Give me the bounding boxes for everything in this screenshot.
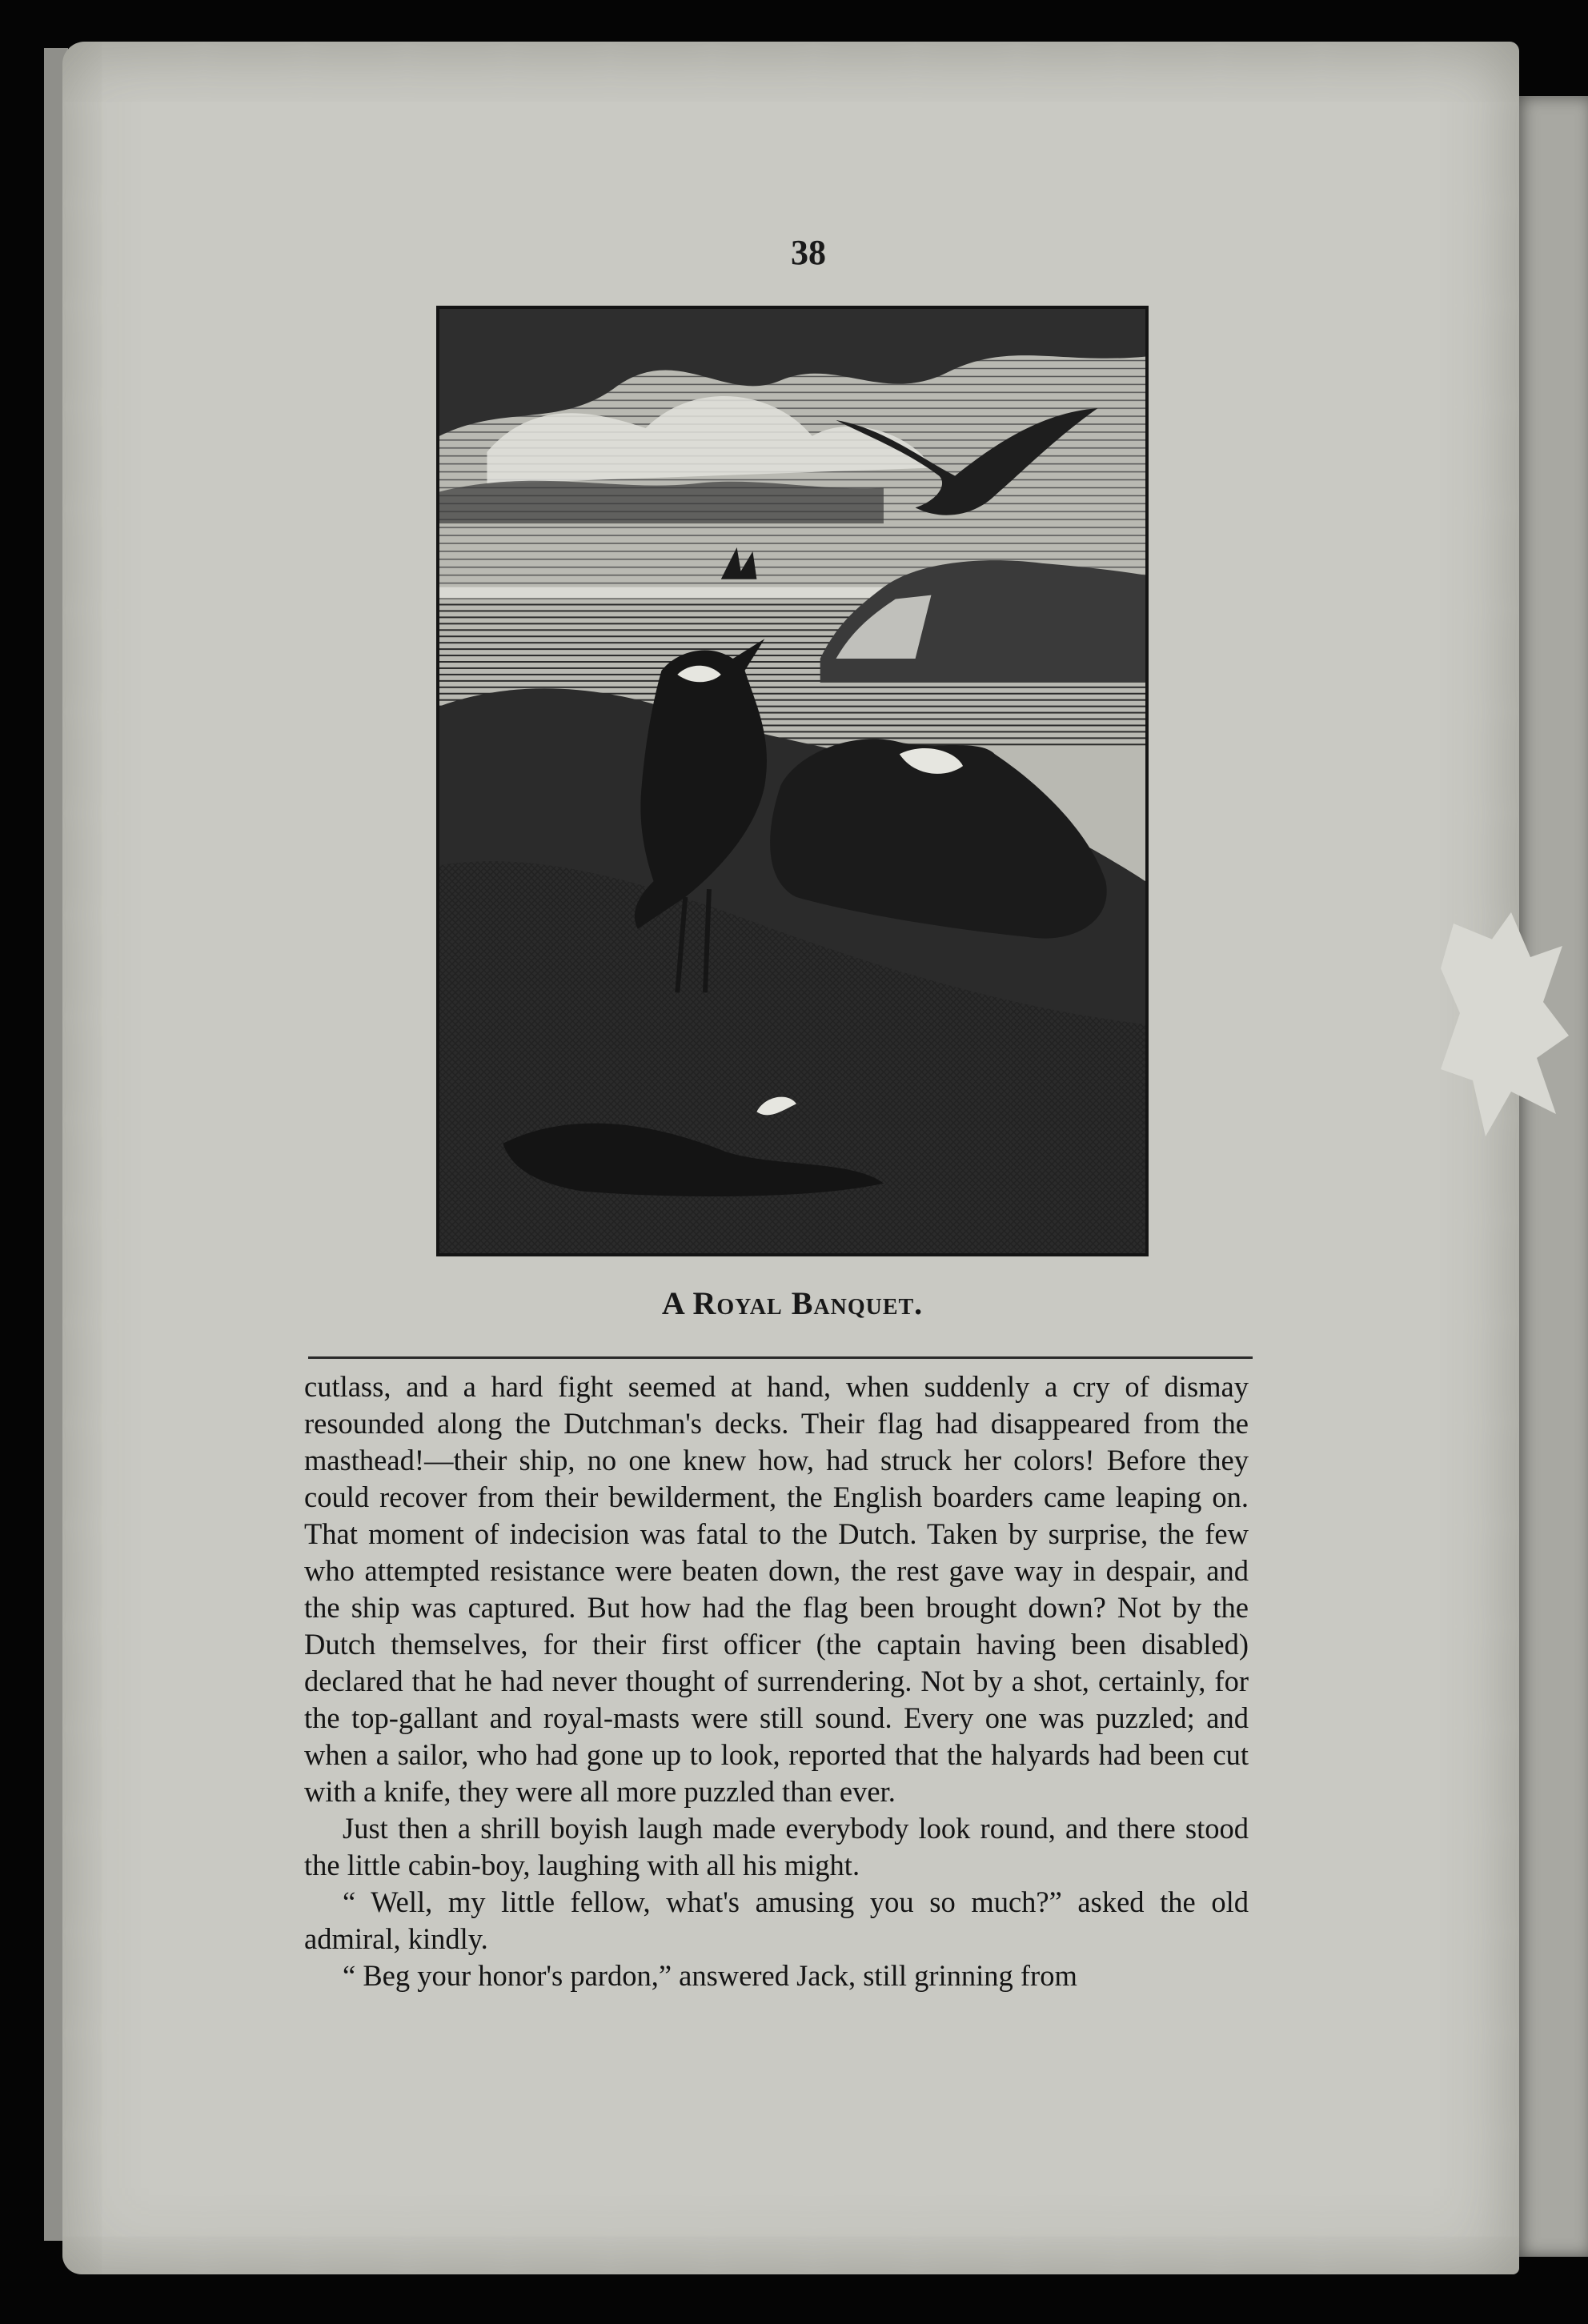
divider-rule — [308, 1356, 1253, 1359]
page-number: 38 — [791, 233, 826, 272]
engraving-birds-on-shore-icon — [439, 309, 1145, 1253]
body-text — [304, 1368, 1249, 1994]
engraving-illustration — [436, 306, 1149, 1256]
paragraph: cutlass, and a hard fight seemed at hand, when suddenly a cry of dismay resounded along the Dutchman's decks. Their flag had disappeared from the masthead!—their ship, no one knew how, had struck her colors! Before they could recover from their bewilderment, the English boarders came leaping on. That moment of indecision was fatal to the Dutch. Taken by surprise, the few who attempted resistance were beaten down, the rest gave way in despair, and the ship was captured. But how had the flag been brought down? Not by the Dutch themselves, for their first officer (the captain having been disabled) declared that he had never thought of surrendering. Not by a shot, certainly, for the top-gallant and royal-masts were still sound. Every one was puzzled; and when a sailor, who had gone up to look, reported that the halyards had been cut with a knife, they were all more puzzled than ever. — [304, 1370, 1249, 1808]
paragraph: “ Well, my little fellow, what's amusing you so much?” asked the old admiral, kindly. — [304, 1885, 1249, 1955]
illustration-caption: A Royal Banquet. — [661, 1285, 924, 1321]
paragraph: Just then a shrill boyish laugh made everybody look round, and there stood the little cabin-boy, laughing with all his might. — [304, 1812, 1249, 1881]
paragraph: “ Beg your honor's pardon,” answered Jack, still grinning from — [343, 1959, 1077, 1992]
adjacent-page-edge — [1517, 96, 1588, 2257]
